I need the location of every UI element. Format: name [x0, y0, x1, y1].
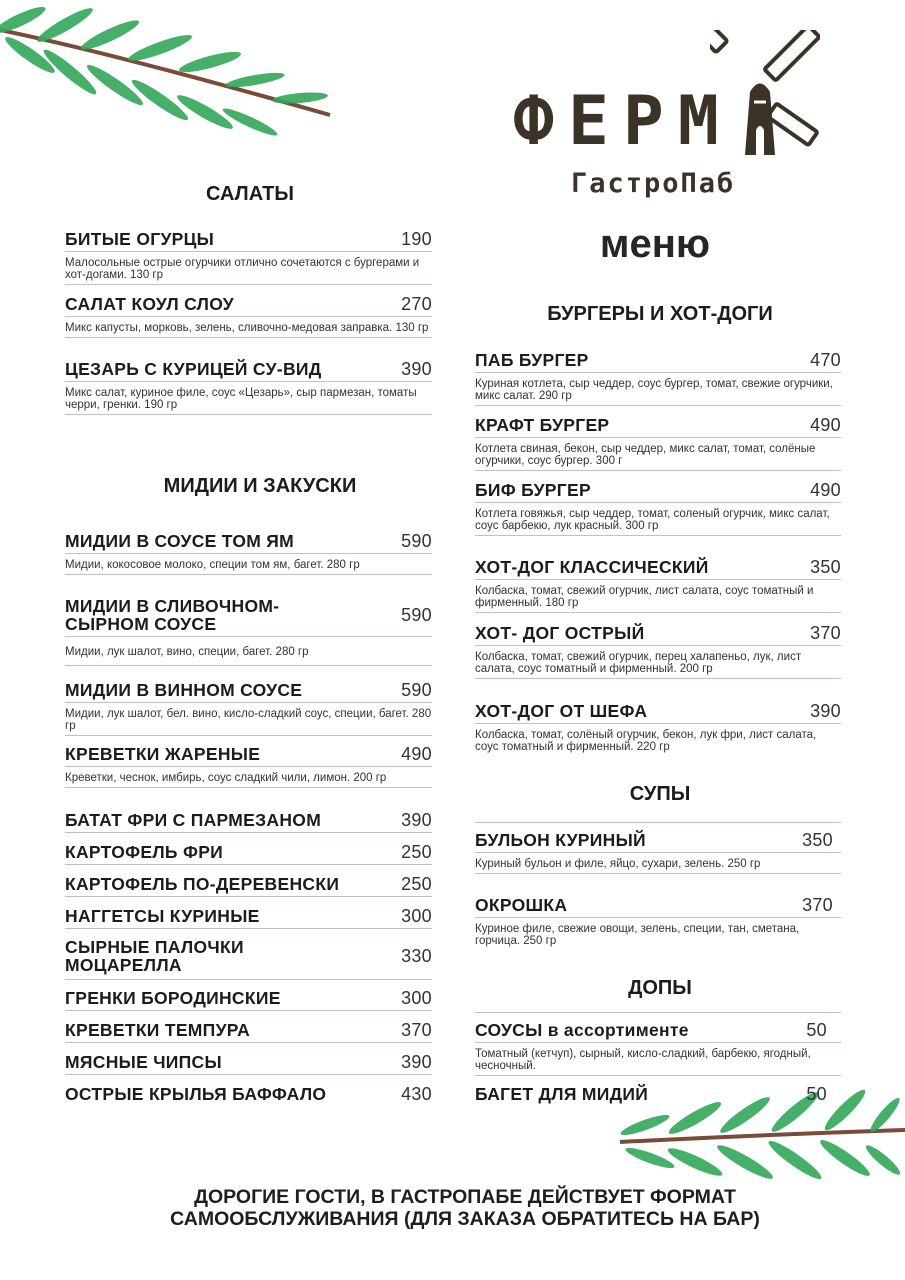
- item-description: Колбаска, томат, свежий огурчик, лист салата, соус томатный и фирменный. 180 гр: [475, 585, 814, 609]
- item-name: БАГЕТ ДЛЯ МИДИЙ: [475, 1084, 649, 1104]
- item-price: 300: [401, 906, 432, 926]
- windmill-icon: [710, 30, 820, 155]
- menu-item: [65, 989, 432, 1011]
- item-name: ПАБ БУРГЕР: [475, 350, 589, 370]
- item-price: 470: [810, 350, 841, 370]
- menu-item: [475, 416, 841, 471]
- item-description: Куриная котлета, сыр чеддер, соус бургер, томат, свежие огурчики, микс салат. 290 гр: [475, 378, 833, 402]
- menu-item: [65, 1085, 432, 1106]
- item-price: 390: [401, 810, 432, 830]
- item-name: МИДИИ В СОУСЕ ТОМ ЯМ: [65, 531, 295, 551]
- item-price: 350: [802, 830, 833, 850]
- item-name: ХОТ-ДОГ КЛАССИЧЕСКИЙ: [475, 557, 709, 577]
- item-name: НАГГЕТСЫ КУРИНЫЕ: [65, 906, 260, 926]
- item-name: МИДИИ В СЛИВОЧНОМ-СЫРНОМ СОУСЕ: [65, 596, 280, 634]
- section-title-extras: ДОПЫ: [628, 977, 692, 999]
- item-name: КРЕВЕТКИ ТЕМПУРА: [65, 1020, 251, 1040]
- item-name: КАРТОФЕЛЬ ФРИ: [65, 842, 224, 862]
- menu-item: [65, 907, 432, 929]
- menu-title: меню: [599, 222, 711, 266]
- menu-item: [65, 597, 432, 666]
- menu-item: [475, 624, 841, 679]
- menu-item: [65, 360, 432, 415]
- menu-item: [65, 811, 432, 833]
- item-description: Мидии, лук шалот, бел. вино, кисло-сладкий соус, специи, багет. 280 гр: [65, 708, 432, 732]
- menu-item: [65, 230, 432, 285]
- item-price: 430: [401, 1084, 432, 1104]
- item-description: Микс салат, куриное филе, соус «Цезарь», сыр пармезан, томаты черри, гренки. 190 гр: [65, 387, 417, 411]
- item-price: 590: [401, 531, 432, 551]
- notice-line-1: ДОРОГИЕ ГОСТИ, В ГАСТРОПАБЕ ДЕЙСТВУЕТ ФОРМАТ: [194, 1186, 736, 1208]
- menu-item: [65, 875, 432, 897]
- item-name: БИТЫЕ ОГУРЦЫ: [65, 229, 215, 249]
- item-price: 370: [810, 623, 841, 643]
- item-price: 390: [810, 701, 841, 721]
- notice-line-2: САМООБСЛУЖИВАНИЯ (ДЛЯ ЗАКАЗА ОБРАТИТЕСЬ НА БАР): [170, 1208, 760, 1230]
- item-price: 370: [802, 895, 833, 915]
- item-description: Куриный бульон и филе, яйцо, сухари, зелень. 250 гр: [475, 858, 761, 870]
- item-name: ХОТ- ДОГ ОСТРЫЙ: [475, 623, 645, 643]
- item-name: КАРТОФЕЛЬ ПО-ДЕРЕВЕНСКИ: [65, 874, 340, 894]
- item-price: 490: [810, 480, 841, 500]
- item-description: Мидии, лук шалот, вино, специи, багет. 280 гр: [65, 646, 309, 658]
- menu-item: [475, 896, 841, 950]
- item-description: Колбаска, томат, свежий огурчик, перец халапеньо, лук, лист салата, соус томатный и фирменный. 200 гр: [475, 651, 802, 675]
- menu-item: [65, 1053, 432, 1075]
- brand-name: ФЕРМ: [513, 82, 733, 161]
- item-name: БИФ БУРГЕР: [475, 480, 591, 500]
- item-name: МЯСНЫЕ ЧИПСЫ: [65, 1052, 222, 1072]
- item-price: 330: [401, 946, 432, 966]
- item-price: 590: [401, 680, 432, 700]
- item-price: 390: [401, 359, 432, 379]
- item-description: Котлета говяжья, сыр чеддер, томат, соленый огурчик, микс салат, соус барбекю, лук красный. 300 гр: [475, 508, 830, 532]
- item-name: ОСТРЫЕ КРЫЛЬЯ БАФФАЛО: [65, 1084, 327, 1104]
- item-name: КРЕВЕТКИ ЖАРЕНЫЕ: [65, 744, 261, 764]
- item-price: 490: [401, 744, 432, 764]
- item-description: Куриное филе, свежие овощи, зелень, специи, тан, сметана, горчица. 250 гр: [475, 923, 800, 947]
- item-name: ОКРОШКА: [475, 895, 568, 915]
- item-name: СЫРНЫЕ ПАЛОЧКИ МОЦАРЕЛЛА: [65, 937, 244, 975]
- brand-logo: [505, 30, 825, 210]
- item-price: 250: [401, 842, 432, 862]
- section-title-soups: СУПЫ: [629, 783, 691, 805]
- menu-item: [65, 1021, 432, 1043]
- item-price: 190: [401, 229, 432, 249]
- item-price: 370: [401, 1020, 432, 1040]
- menu-item: [65, 295, 432, 338]
- rosemary-branch-bottom-right-icon: [615, 1090, 905, 1200]
- menu-item: [475, 558, 841, 613]
- section-title-burgers: БУРГЕРЫ И ХОТ-ДОГИ: [547, 303, 773, 325]
- item-description: Микс капусты, морковь, зелень, сливочно-медовая заправка. 130 гр: [65, 322, 429, 334]
- section-title-salads: САЛАТЫ: [206, 183, 294, 205]
- item-description: Колбаска, томат, солёный огурчик, бекон, лук фри, лист салата, соус томатный и фирменный. 220 гр: [475, 729, 817, 753]
- item-name: ХОТ-ДОГ ОТ ШЕФА: [475, 701, 648, 721]
- item-name: ЦЕЗАРЬ С КУРИЦЕЙ СУ-ВИД: [65, 359, 322, 379]
- menu-item: [475, 1085, 841, 1106]
- item-description: Котлета свиная, бекон, сыр чеддер, микс салат, томат, солёные огурчики, соус бургер. 300 г: [475, 443, 816, 467]
- brand-subtitle: ГастроПаб: [571, 168, 736, 199]
- menu-item: [475, 351, 841, 406]
- item-name: СОУСЫ в ассортименте: [475, 1020, 689, 1040]
- menu-item: [475, 702, 841, 756]
- item-price: 250: [401, 874, 432, 894]
- menu-item: [475, 1012, 841, 1076]
- item-name: ГРЕНКИ БОРОДИНСКИЕ: [65, 988, 281, 1008]
- item-price: 490: [810, 415, 841, 435]
- menu-item: [475, 822, 841, 874]
- item-name: САЛАТ КОУЛ СЛОУ: [65, 294, 234, 314]
- item-description: Томатный (кетчуп), сырный, кисло-сладкий, барбекю, ягодный, чесночный.: [475, 1048, 811, 1072]
- item-price: 300: [401, 988, 432, 1008]
- item-name: КРАФТ БУРГЕР: [475, 415, 610, 435]
- item-name: МИДИИ В ВИННОМ СОУСЕ: [65, 680, 303, 700]
- item-price: 270: [401, 294, 432, 314]
- menu-item: [475, 481, 841, 536]
- self-service-notice: [100, 1186, 830, 1230]
- item-price: 350: [810, 557, 841, 577]
- menu-item: [65, 843, 432, 865]
- item-price: 390: [401, 1052, 432, 1072]
- item-price: 50: [806, 1084, 827, 1104]
- menu-item: [65, 532, 432, 575]
- item-name: БУЛЬОН КУРИНЫЙ: [475, 830, 646, 850]
- menu-item: [65, 745, 432, 788]
- item-description: Мидии, кокосовое молоко, специи том ям, багет. 280 гр: [65, 559, 360, 571]
- section-title-mussels: МИДИИ И ЗАКУСКИ: [163, 475, 357, 497]
- item-price: 50: [806, 1020, 827, 1040]
- menu-item: [65, 938, 432, 980]
- item-name: БАТАТ ФРИ С ПАРМЕЗАНОМ: [65, 810, 322, 830]
- rosemary-branch-top-left-icon: [0, 0, 340, 150]
- item-price: 590: [401, 605, 432, 625]
- menu-item: [65, 681, 432, 736]
- item-description: Малосольные острые огурчики отлично сочетаются с бургерами и хот-догами. 130 гр: [65, 257, 420, 281]
- item-description: Креветки, чеснок, имбирь, соус сладкий чили, лимон. 200 гр: [65, 772, 387, 784]
